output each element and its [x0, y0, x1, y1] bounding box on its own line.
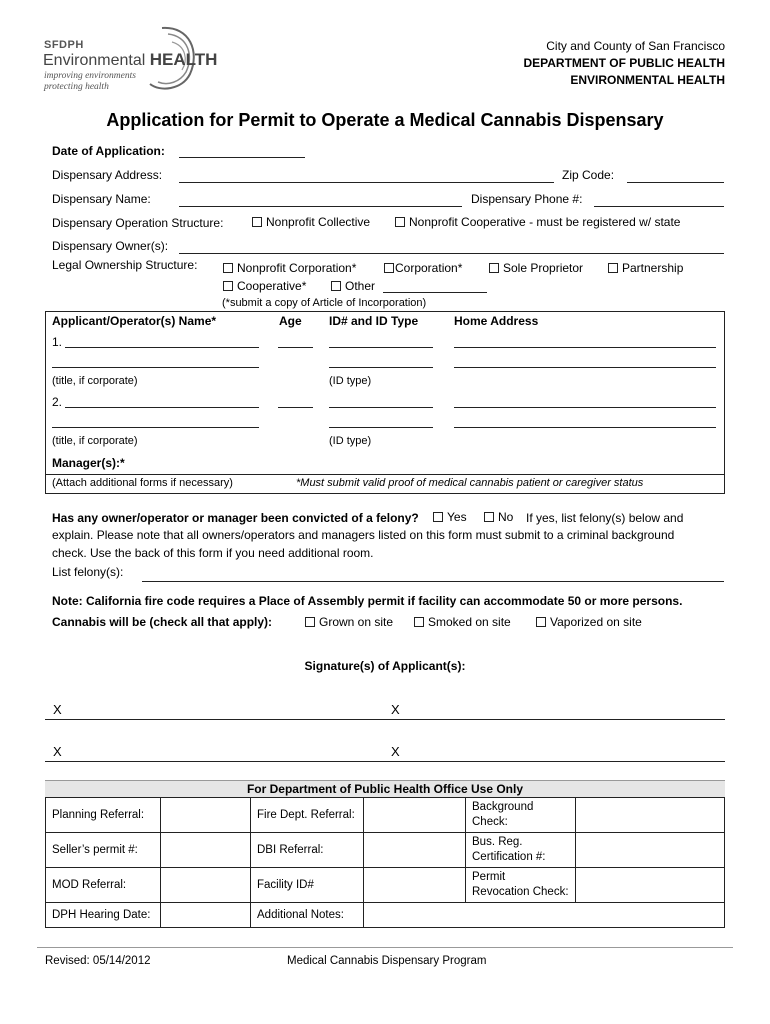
background-label — [466, 798, 576, 833]
checkbox-nonprofit-cooperative[interactable] — [395, 217, 405, 227]
sole-proprietor-label: Sole Proprietor — [503, 261, 584, 275]
hearing-field[interactable] — [161, 903, 251, 928]
smoked-label: Smoked on site — [428, 615, 511, 629]
structure-label: Dispensary Operation Structure: — [52, 216, 224, 230]
applicant1-age-field[interactable] — [278, 334, 313, 348]
dbi-label: DBI Referral: — [251, 833, 364, 868]
signature-x-2: X — [391, 702, 400, 717]
checkbox-partnership[interactable] — [608, 263, 618, 273]
phone-label: Dispensary Phone #: — [471, 192, 583, 206]
row2-id-hint: (ID type) — [329, 435, 372, 447]
busreg-line1: Bus. Reg. — [472, 836, 523, 848]
legal-partnership[interactable] — [608, 261, 683, 275]
checkbox-sole-proprietor[interactable] — [489, 263, 499, 273]
legal-nonprofit-corporation[interactable] — [223, 261, 356, 275]
signature-line-2[interactable] — [45, 761, 725, 762]
applicant2-title-field[interactable] — [52, 414, 259, 428]
row1-id-hint: (ID type) — [329, 375, 372, 387]
felony-list-label: List felony(s): — [52, 565, 124, 579]
logo-tagline-2: protecting health — [44, 82, 109, 92]
felony-yes[interactable] — [433, 510, 467, 524]
applicant2-address-field[interactable] — [454, 394, 716, 408]
facility-label: Facility ID# — [251, 868, 364, 903]
page-title: Application for Permit to Operate a Medical Cannabis Dispensary — [106, 110, 664, 130]
cannabis-vaporized[interactable] — [536, 615, 642, 629]
row2-number: 2. — [52, 395, 63, 409]
address-field[interactable] — [179, 169, 554, 183]
logo-tagline-1: improving environments — [44, 71, 136, 81]
nonprofit-corporation-label: Nonprofit Corporation* — [237, 261, 357, 275]
mod-label: MOD Referral: — [46, 868, 161, 903]
revocation-line1: Permit — [472, 871, 506, 883]
checkbox-nonprofit-collective[interactable] — [252, 217, 262, 227]
checkbox-vaporized[interactable] — [536, 617, 546, 627]
logo-environmental — [43, 50, 217, 70]
applicant1-address-field[interactable] — [454, 334, 716, 348]
managers-divider — [45, 474, 725, 475]
checkbox-nonprofit-corporation[interactable] — [223, 263, 233, 273]
felony-tail: If yes, list felony(s) below and — [526, 511, 684, 525]
date-label: Date of Application: — [52, 144, 165, 158]
col-address-header: Home Address — [454, 314, 539, 328]
busreg-field[interactable] — [576, 833, 725, 868]
background-line1: Background — [472, 801, 534, 813]
zip-label: Zip Code: — [562, 168, 615, 182]
row1-title-hint: (title, if corporate) — [52, 375, 138, 387]
signature-heading: Signature(s) of Applicant(s): — [304, 659, 466, 673]
seller-field[interactable] — [161, 833, 251, 868]
busreg-label — [466, 833, 576, 868]
signature-x-4: X — [391, 744, 400, 759]
zip-field[interactable] — [627, 169, 724, 183]
checkbox-cooperative[interactable] — [223, 281, 233, 291]
applicant1-address2-field[interactable] — [454, 354, 716, 368]
row1-number: 1. — [52, 335, 63, 349]
signature-x-3: X — [53, 744, 62, 759]
attach-note: (Attach additional forms if necessary) — [52, 477, 233, 489]
felony-list-field[interactable] — [142, 568, 724, 582]
applicant1-name-field[interactable] — [65, 334, 259, 348]
logo-sfdph: SFDPH — [44, 39, 84, 51]
cannabis-grown[interactable] — [305, 615, 393, 629]
felony-line2: explain. Please note that all owners/operators and managers listed on this form must submit to a criminal background — [52, 528, 675, 542]
dbi-field[interactable] — [364, 833, 466, 868]
name-label: Dispensary Name: — [52, 192, 151, 206]
owners-label: Dispensary Owner(s): — [52, 239, 169, 253]
nonprofit-cooperative-label: Nonprofit Cooperative - must be registered w/ state — [409, 215, 681, 229]
felony-no[interactable] — [484, 510, 513, 524]
managers-label: Manager(s):* — [52, 456, 125, 470]
header-env: ENVIRONMENTAL HEALTH — [570, 73, 725, 87]
felony-yes-label: Yes — [447, 510, 467, 524]
footer-divider — [37, 947, 733, 948]
applicant1-id-field[interactable] — [329, 334, 433, 348]
proof-note: *Must submit valid proof of medical cannabis patient or caregiver status — [296, 477, 644, 489]
mod-field[interactable] — [161, 868, 251, 903]
legal-label: Legal Ownership Structure: — [52, 258, 198, 272]
notes-field[interactable] — [364, 903, 725, 928]
seller-label: Seller’s permit #: — [46, 833, 161, 868]
felony-question: Has any owner/operator or manager been convicted of a felony? — [52, 511, 419, 525]
planning-label: Planning Referral: — [46, 798, 161, 833]
footer-revised: Revised: 05/14/2012 — [45, 955, 151, 967]
col-id-header: ID# and ID Type — [329, 314, 419, 328]
nonprofit-collective-label: Nonprofit Collective — [266, 215, 371, 229]
checkbox-felony-no[interactable] — [484, 512, 494, 522]
row2-title-hint: (title, if corporate) — [52, 435, 138, 447]
grown-label: Grown on site — [319, 615, 394, 629]
felony-no-label: No — [498, 510, 514, 524]
cooperative-label: Cooperative* — [237, 279, 307, 293]
other-field[interactable] — [383, 279, 487, 293]
applicant2-id-field[interactable] — [329, 394, 433, 408]
applicant2-address2-field[interactable] — [454, 414, 716, 428]
name-field[interactable] — [179, 193, 462, 207]
felony-line3: check. Use the back of this form if you need additional room. — [52, 546, 374, 560]
applicant2-age-field[interactable] — [278, 394, 313, 408]
cannabis-smoked[interactable] — [414, 615, 511, 629]
hearing-label: DPH Hearing Date: — [46, 903, 161, 928]
revocation-line2: Revocation Check: — [472, 886, 569, 898]
footer-program: Medical Cannabis Dispensary Program — [287, 955, 487, 967]
legal-sole-proprietor[interactable] — [489, 261, 583, 275]
applicant2-idtype-field[interactable] — [329, 414, 433, 428]
phone-field[interactable] — [594, 193, 724, 207]
revocation-field[interactable] — [576, 868, 725, 903]
header-city: City and County of San Francisco — [546, 39, 725, 53]
address-label: Dispensary Address: — [52, 168, 163, 182]
office-heading: For Department of Public Health Office Use Only — [246, 782, 524, 796]
fire-code-note: Note: California fire code requires a Place of Assembly permit if facility can accommodate 50 or more persons. — [52, 594, 683, 608]
logo-env-text: Environmental — [43, 52, 146, 69]
header-dept: DEPARTMENT OF PUBLIC HEALTH — [523, 56, 725, 70]
logo-health-text: HEALTH — [149, 50, 218, 69]
revocation-label — [466, 868, 576, 903]
vaporized-label: Vaporized on site — [550, 615, 642, 629]
office-use-table — [45, 797, 725, 928]
owners-field[interactable] — [179, 240, 724, 254]
structure-nonprofit-cooperative[interactable] — [395, 215, 680, 229]
checkbox-felony-yes[interactable] — [433, 512, 443, 522]
fire-label: Fire Dept. Referral: — [251, 798, 364, 833]
checkbox-smoked[interactable] — [414, 617, 424, 627]
background-field[interactable] — [576, 798, 725, 833]
fire-field[interactable] — [364, 798, 466, 833]
managers-field[interactable] — [135, 456, 716, 470]
checkbox-corporation[interactable] — [384, 263, 394, 273]
legal-corporation[interactable] — [384, 261, 462, 275]
notes-label: Additional Notes: — [251, 903, 364, 928]
other-label: Other — [345, 279, 376, 293]
corporation-label: Corporation* — [395, 261, 463, 275]
signature-line-1[interactable] — [45, 719, 725, 720]
checkbox-grown[interactable] — [305, 617, 315, 627]
applicant1-idtype-field[interactable] — [329, 354, 433, 368]
facility-field[interactable] — [364, 868, 466, 903]
background-line2: Check: — [472, 816, 508, 828]
cannabis-label: Cannabis will be (check all that apply): — [52, 615, 273, 629]
col-age-header: Age — [279, 314, 302, 328]
planning-field[interactable] — [161, 798, 251, 833]
busreg-line2: Certification #: — [472, 851, 546, 863]
legal-other[interactable] — [331, 279, 375, 293]
checkbox-other[interactable] — [331, 281, 341, 291]
signature-x-1: X — [53, 702, 62, 717]
applicant2-name-field[interactable] — [65, 394, 259, 408]
legal-note: (*submit a copy of Article of Incorporation) — [222, 297, 427, 309]
date-field[interactable] — [179, 144, 305, 158]
legal-cooperative[interactable] — [223, 279, 306, 293]
col-name-header: Applicant/Operator(s) Name* — [52, 314, 217, 328]
partnership-label: Partnership — [622, 261, 684, 275]
applicant1-title-field[interactable] — [52, 354, 259, 368]
structure-nonprofit-collective[interactable] — [252, 215, 370, 229]
